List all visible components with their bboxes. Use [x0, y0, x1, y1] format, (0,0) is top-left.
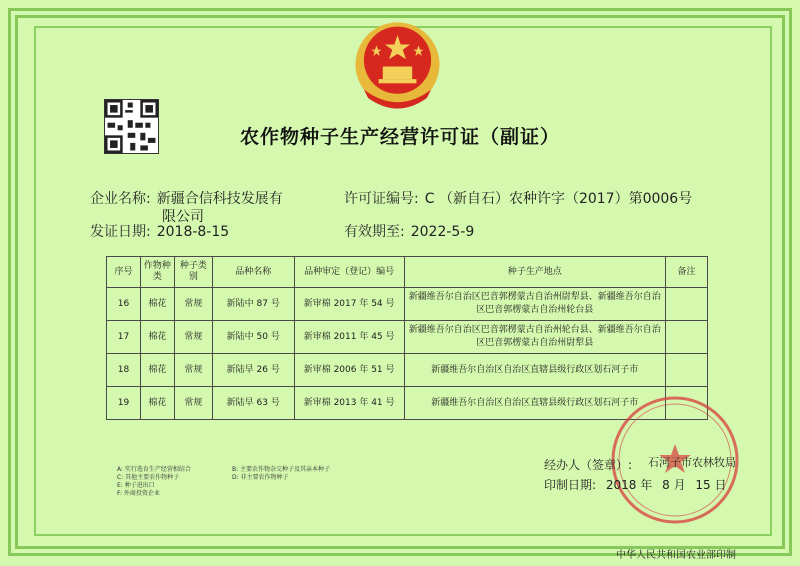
cell-crop: 棉花	[140, 354, 174, 387]
cell-note	[666, 354, 708, 387]
year-char: 年	[640, 478, 653, 492]
cell-crop: 棉花	[140, 288, 174, 321]
print-day: 15	[695, 478, 711, 492]
header-no: 序号	[107, 257, 141, 288]
cell-category: 常规	[174, 387, 212, 420]
cell-location: 新疆维吾尔自治区巴音郭楞蒙古自治州尉犁县、新疆维吾尔自治区巴音郭楞蒙古自治州轮台县	[404, 288, 665, 321]
printer-credit: 中华人民共和国农业部印制	[616, 550, 736, 561]
header-approval: 品种审定（登记）编号	[294, 257, 404, 288]
cell-location: 新疆维吾尔自治区巴音郭楞蒙古自治州轮台县、新疆维吾尔自治区巴音郭楞蒙古自治州尉犁县	[404, 321, 665, 354]
issue-date-label: 发证日期:	[90, 224, 151, 240]
cell-variety: 新陆中 50 号	[212, 321, 294, 354]
enterprise-value-line1: 新疆合信科技发展有	[156, 191, 283, 207]
cell-variety: 新陆早 26 号	[212, 354, 294, 387]
note-d: D: 非主要农作物种子	[232, 474, 289, 481]
cell-note	[666, 288, 708, 321]
cell-no: 18	[107, 354, 141, 387]
license-label: 许可证编号:	[344, 191, 419, 207]
header-category: 种子类别	[174, 257, 212, 288]
header-location: 种子生产地点	[404, 257, 665, 288]
cell-category: 常规	[174, 321, 212, 354]
enterprise-label: 企业名称:	[90, 191, 151, 207]
month-char: 月	[673, 478, 686, 492]
cell-category: 常规	[174, 354, 212, 387]
cell-location: 新疆维吾尔自治区自治区直辖县级行政区划石河子市	[404, 387, 665, 420]
national-emblem-icon	[345, 14, 450, 119]
day-char: 日	[714, 478, 727, 492]
issue-date-value: 2018-8-15	[156, 224, 230, 240]
print-year: 2018	[605, 478, 637, 492]
enterprise-name-field	[90, 188, 283, 208]
handler-field	[544, 456, 632, 473]
cell-crop: 棉花	[140, 321, 174, 354]
table-row	[107, 354, 708, 387]
cell-approval: 新审棉 2013 年 41 号	[294, 387, 404, 420]
cell-note	[666, 321, 708, 354]
cell-approval: 新审棉 2017 年 54 号	[294, 288, 404, 321]
note-b: B: 主要农作物杂交种子及其亲本种子	[232, 466, 331, 473]
table-header-row	[107, 257, 708, 288]
category-notes	[117, 466, 397, 498]
valid-until-label: 有效期至:	[344, 224, 405, 240]
certificate-title: 农作物种子生产经营许可证（副证）	[239, 126, 560, 148]
print-month: 8	[662, 478, 670, 492]
cell-category: 常规	[174, 288, 212, 321]
valid-until-value: 2022-5-9	[410, 224, 475, 240]
print-date-label: 印制日期:	[544, 478, 597, 492]
print-date-field	[544, 476, 727, 493]
note-f: F: 外商投资企业	[117, 490, 160, 497]
note-e: E: 种子进出口	[117, 482, 155, 489]
valid-until-field	[344, 221, 474, 241]
enterprise-name-line2: 限公司	[162, 209, 204, 225]
cell-crop: 棉花	[140, 387, 174, 420]
header-note: 备注	[666, 257, 708, 288]
cell-variety: 新陆中 87 号	[212, 288, 294, 321]
header-variety: 品种名称	[212, 257, 294, 288]
header-crop: 作物种类	[140, 257, 174, 288]
license-number-field	[344, 188, 692, 208]
note-a: A: 实行选育生产经营相结合	[117, 466, 191, 473]
cell-location: 新疆维吾尔自治区自治区直辖县级行政区划石河子市	[404, 354, 665, 387]
cell-no: 16	[107, 288, 141, 321]
cell-approval: 新审棉 2006 年 51 号	[294, 354, 404, 387]
note-c: C: 其他主要农作物种子	[117, 474, 180, 481]
handler-label: 经办人（签章）:	[544, 458, 633, 472]
cell-variety: 新陆早 63 号	[212, 387, 294, 420]
license-value: C （新自石）农种许字（2017）第0006号	[424, 191, 693, 207]
issue-date-field	[90, 221, 229, 241]
table-row	[107, 321, 708, 354]
table-row	[107, 288, 708, 321]
qr-code-icon	[104, 99, 159, 154]
cell-approval: 新审棉 2011 年 45 号	[294, 321, 404, 354]
issuing-org: 石河子市农林牧局	[648, 456, 736, 469]
cell-no: 19	[107, 387, 141, 420]
cell-no: 17	[107, 321, 141, 354]
